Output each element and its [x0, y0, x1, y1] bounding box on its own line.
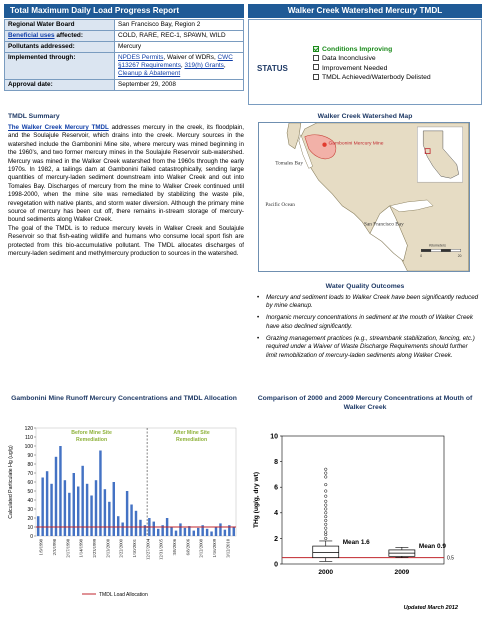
- bar: [55, 457, 57, 536]
- info-value: [115, 53, 244, 80]
- summary-heading: TMDL Summary: [8, 113, 60, 120]
- bar: [90, 496, 92, 537]
- info-label: Implemented through:: [5, 53, 115, 80]
- legend-label: TMDL Load Allocation: [99, 592, 148, 598]
- outlier-point: [324, 531, 327, 534]
- annotation-line: Before Mine Site: [71, 430, 112, 436]
- summary-text: [8, 124, 244, 259]
- info-label-rest: affected:: [54, 32, 83, 39]
- status-option-text: Improvement Needed: [322, 64, 388, 72]
- y-tick-label: 0: [274, 561, 278, 569]
- outlier-point: [324, 537, 327, 540]
- outlier-point: [324, 533, 327, 536]
- y-tick-label: 50: [27, 488, 33, 495]
- y-tick-label: 110: [25, 434, 33, 441]
- info-value: Mercury: [115, 42, 244, 53]
- status-option-improving: [313, 45, 431, 54]
- x-tick-label: 3/12/2010: [225, 539, 231, 558]
- status-option-text: Data Inconclusive: [322, 55, 376, 63]
- x-tick-label: 1/16/2009: [212, 539, 217, 558]
- scale-tick: 0: [420, 254, 423, 259]
- bar: [170, 527, 172, 536]
- info-value: September 29, 2008: [115, 80, 244, 91]
- status-option-inconclusive: [313, 54, 431, 63]
- checkbox-icon: [313, 64, 319, 70]
- bar: [206, 529, 208, 536]
- scale-bar-seg: [421, 249, 431, 251]
- bar: [210, 532, 212, 537]
- updated-date: Updated March 2012: [403, 605, 458, 611]
- water-quality-heading: Water Quality Outcomes: [325, 283, 405, 290]
- info-label: Approval date:: [5, 80, 115, 91]
- box: [313, 546, 339, 558]
- x-tick-label: 2/23/1999: [92, 539, 97, 558]
- runoff-chart-title: Gambonini Mine Runoff Mercury Concentrations and TMDL Allocation: [11, 395, 237, 402]
- bar: [104, 489, 106, 536]
- map-label-sfbay: San Francisco Bay: [364, 221, 404, 228]
- bar: [215, 527, 217, 536]
- x-tick-label: 12/31/2005: [158, 539, 164, 560]
- bar: [130, 505, 132, 537]
- tmdl-title: Walker Creek Watershed Mercury TMDL: [248, 4, 482, 18]
- annotation-line: Remediation: [75, 437, 108, 443]
- outlier-point: [324, 512, 327, 515]
- bar: [193, 531, 195, 536]
- info-row-board: [5, 20, 244, 31]
- info-text: , Waiver of WDRs,: [163, 54, 216, 61]
- bar: [153, 522, 155, 536]
- reference-label: 0.5: [447, 555, 454, 562]
- outlier-point: [324, 508, 327, 511]
- mine-marker-icon: [322, 143, 326, 147]
- map-label-tomales: Tomales Bay: [275, 160, 304, 167]
- status-option-text: TMDL Achieved/Waterbody Delisted: [322, 74, 431, 82]
- annotation-before: [71, 430, 112, 443]
- y-tick-label: 90: [27, 452, 33, 459]
- summary-paragraph: The goal of the TMDL is to reduce mercury levels in Walker Creek and Soulajule Reservoir so that fish-eating wildlife and humans who consume local sport fish are protected from this bio-accumulative pollutant. The TMDL allocates discharges of mercury-laden sediment and methylmercury production to sources in the watershed.: [8, 224, 244, 258]
- outlier-point: [324, 515, 327, 518]
- info-label: Regional Water Board: [5, 20, 115, 31]
- water-quality-list: [256, 294, 480, 364]
- scale-title: Kilometers: [429, 243, 446, 248]
- y-tick-label: 70: [27, 470, 33, 477]
- y-tick-label: 80: [27, 461, 33, 468]
- outlier-point: [324, 495, 327, 498]
- info-row-pollutants: [5, 42, 244, 53]
- y-tick-label: 120: [24, 425, 33, 432]
- y-tick-label: 30: [27, 506, 33, 513]
- outlier-point: [324, 472, 327, 475]
- info-row-implemented: [5, 53, 244, 80]
- bar: [99, 451, 101, 537]
- outlier-point: [324, 527, 327, 530]
- npdes-permits-link[interactable]: NPDES Permits: [118, 54, 164, 61]
- y-tick-label: 0: [30, 533, 33, 540]
- info-table: [4, 19, 244, 91]
- info-label: Pollutants addressed:: [5, 42, 115, 53]
- bar: [77, 487, 79, 537]
- outlier-point: [324, 523, 327, 526]
- checkbox-icon: [313, 74, 319, 80]
- bar: [135, 511, 137, 536]
- runoff-bar-chart: [4, 416, 244, 602]
- mean-label: Mean 0.9: [418, 542, 446, 550]
- bar: [117, 516, 119, 536]
- bar: [37, 516, 39, 536]
- bar: [197, 528, 199, 536]
- scale-bar-seg: [441, 249, 451, 251]
- y-tick-label: 10: [270, 433, 278, 441]
- y-tick-label: 2: [274, 535, 278, 543]
- x-tick-label: 6/8/2006: [185, 539, 191, 556]
- list-item: • Mercury and sediment loads to Walker Creek have been significantly reduced by mine cleanup.: [256, 294, 480, 311]
- status-option-text: Conditions Improving: [322, 46, 393, 53]
- summary-paragraph: [8, 124, 244, 225]
- x-tick-label: 1/14/1998: [78, 539, 84, 558]
- y-tick-label: 40: [27, 497, 33, 504]
- info-value: San Francisco Bay, Region 2: [115, 20, 244, 31]
- bar: [68, 493, 70, 536]
- info-row-approval: [5, 80, 244, 91]
- outlier-point: [324, 519, 327, 522]
- annotation-after: [173, 430, 209, 443]
- x-tick-label: 12/27/2004: [145, 539, 151, 560]
- mean-label: Mean 1.6: [342, 539, 370, 547]
- info-row-uses: [5, 31, 244, 42]
- bar: [64, 480, 66, 536]
- walker-creek-tmdl-link[interactable]: The Walker Creek Mercury TMDL: [8, 124, 109, 131]
- outlier-point: [324, 476, 327, 479]
- bar: [179, 523, 181, 536]
- scale-tick: 20: [457, 254, 462, 259]
- x-tick-label: 2/17/1998: [65, 539, 71, 558]
- california-inset: [417, 127, 462, 182]
- annotation-line: After Mine Site: [173, 430, 210, 436]
- list-item: • Inorganic mercury concentrations in sediment at the mouth of Walker Creek have also declined significantly.: [256, 314, 480, 331]
- y-tick-label: 100: [24, 443, 33, 450]
- y-tick-label: 60: [27, 479, 33, 486]
- checkbox-icon: [313, 55, 319, 61]
- cwc-requirements-link[interactable]: CWC §13267 Requirements: [118, 54, 233, 69]
- status-label: STATUS: [257, 64, 288, 73]
- x-tick-label: 2/22/2000: [118, 539, 124, 558]
- x-tick-label: 2000: [318, 569, 334, 576]
- bar: [188, 526, 190, 536]
- x-tick-label: 2/12/2008: [198, 539, 204, 558]
- y-tick-label: 4: [274, 510, 278, 518]
- x-tick-label: 2009: [394, 569, 410, 576]
- y-tick-label: 20: [27, 515, 33, 522]
- map-label-mine: Gambonini Mercury Mine: [328, 141, 384, 147]
- outlier-point: [324, 500, 327, 503]
- x-tick-label: 1/10/2001: [132, 539, 137, 558]
- bar: [59, 446, 61, 536]
- outlier-point: [324, 490, 327, 493]
- y-axis-label: Calculated Particulate Hg (ug/g): [8, 445, 14, 519]
- status-panel: [248, 19, 482, 105]
- checked-checkbox-icon: [313, 46, 319, 52]
- info-label: [5, 31, 115, 42]
- bar: [224, 530, 226, 536]
- bar: [233, 527, 235, 536]
- info-text: ,: [180, 62, 183, 69]
- outlier-point: [324, 504, 327, 507]
- status-options: [313, 45, 431, 83]
- status-option-delisted: [313, 73, 431, 82]
- y-axis-label: THg (ug/g, dry wt): [253, 471, 260, 529]
- comparison-chart-title: Comparison of 2000 and 2009 Mercury Concentrations at Mouth of Walker Creek: [257, 395, 473, 411]
- y-tick-label: 6: [274, 484, 278, 492]
- beneficial-uses-link[interactable]: Beneficial uses: [8, 32, 55, 39]
- cleanup-abatement-link[interactable]: Cleanup & Abatement: [118, 70, 181, 77]
- x-tick-label: 2/13/2000: [105, 539, 111, 558]
- summary-paragraph-text: addresses mercury in the creek, its floodplain, and the Soulajule Reservoir, which drains into the creek. Mercury sources in the watershed include the Gambonini Mine site, where mercury was mined beginning in the 1960's, and two former mercury mines in the Soulajule Reservoir sub-watershed. Mercury was mined in the Walker Creek watershed from the 1960s through the early 1970s. In 1982, a tailings dam at Gambonini failed catastrophically, sending large quantities of mercury-laden sediment downstream into Walker Creek and out into Tomales Bay. Discharges of mercury from the mine to Walker Creek continued until 1998-2000, when the mine site was remediated by stabilizing the waste pile, revegetation with native plants, and storm water diversion. Although the primary mine source of mercury has been cut off, there remains in-stream storage of mercury-bound sediments along Walker Creek.: [8, 124, 244, 224]
- bar: [95, 480, 97, 536]
- report-title: Total Maximum Daily Load Progress Report: [4, 4, 244, 18]
- outlier-point: [324, 468, 327, 471]
- bar: [121, 523, 123, 537]
- bar: [157, 529, 159, 536]
- bar: [81, 466, 83, 536]
- info-value: COLD, RARE, REC-1, SPAWN, WILD: [115, 31, 244, 42]
- bar: [184, 528, 186, 536]
- comparison-box-chart: [248, 416, 482, 602]
- x-tick-label: 2/3/1998: [52, 539, 57, 556]
- bar: [175, 531, 177, 536]
- outlier-point: [324, 483, 327, 486]
- annotation-line: Remediation: [175, 437, 208, 443]
- y-tick-label: 8: [274, 459, 278, 466]
- map-heading: Walker Creek Watershed Map: [317, 113, 413, 120]
- bar: [46, 471, 48, 536]
- bar: [50, 484, 52, 536]
- bar: [86, 484, 88, 536]
- status-option-improvement-needed: [313, 64, 431, 73]
- bar: [219, 523, 221, 536]
- watershed-map: [258, 122, 470, 272]
- y-tick-label: 10: [27, 524, 33, 531]
- bar: [126, 491, 128, 536]
- map-label-pacific: Pacific Ocean: [265, 201, 295, 208]
- grants-link[interactable]: 319(h) Grants: [184, 62, 224, 69]
- info-text: ,: [223, 62, 226, 69]
- bar: [108, 502, 110, 536]
- bar: [139, 520, 141, 536]
- list-item: • Grazing management practices (e.g., streambank stabilization, fencing, etc.) required under a Waiver of Waste Discharge Requirements should further limit remobilization of mercury-laden sediments along Walker Creek.: [256, 335, 480, 360]
- x-tick-label: 1/9/1998: [38, 539, 44, 556]
- bar: [113, 482, 115, 536]
- x-tick-label: 3/8/2006: [172, 539, 177, 556]
